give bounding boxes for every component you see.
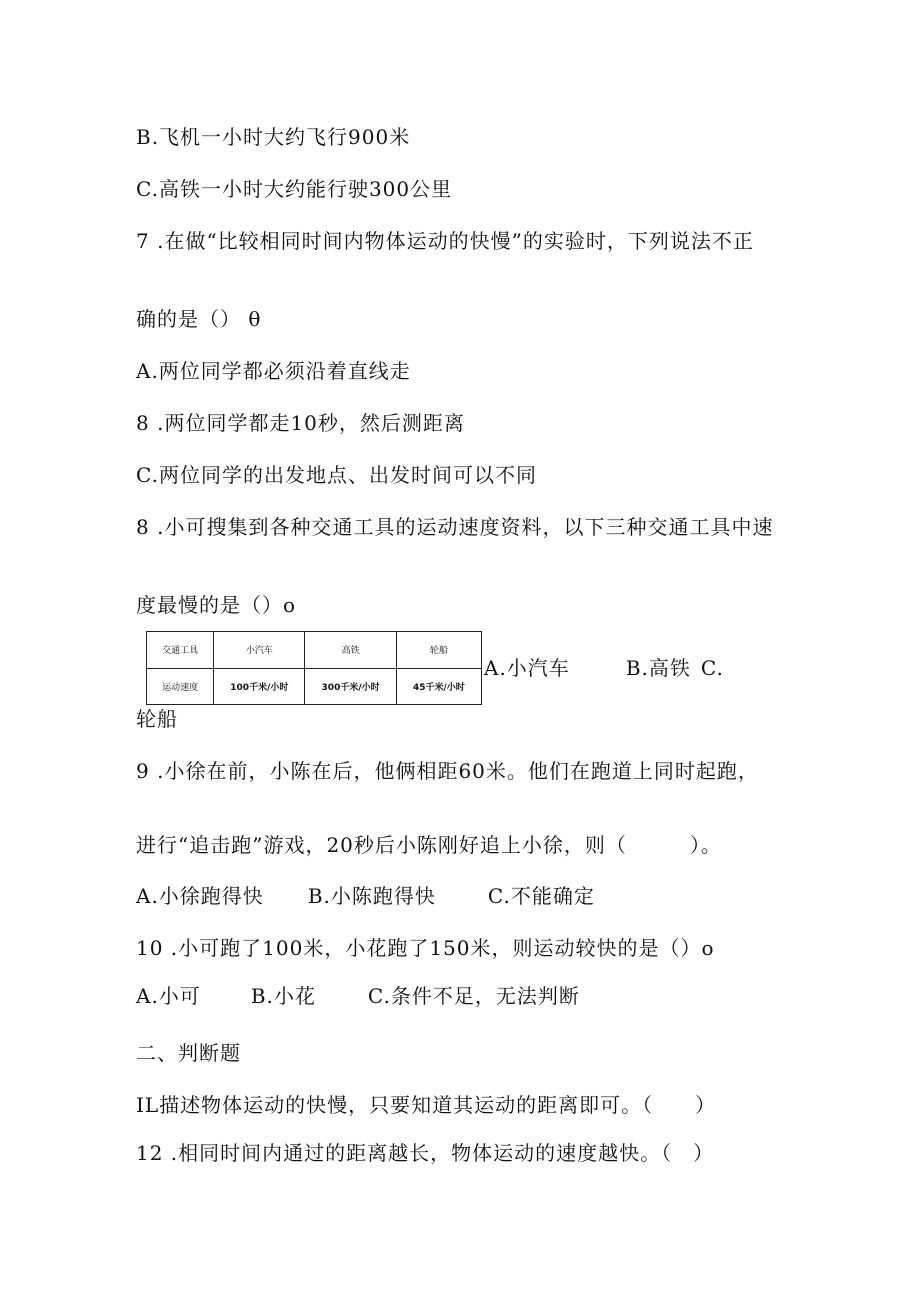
option-b-line: B.飞机一小时大约飞行900米 [136,125,411,149]
question-9-option-c: C.不能确定 [487,884,595,908]
table-cell: 轮船 [396,632,481,669]
question-10-line: 10 .小可跑了100米，小花跑了150米，则运动较快的是（）o [136,936,715,960]
question-10-options [136,983,580,1009]
table-header-row [147,632,482,669]
question-8-option-b: B.高铁 [625,656,691,680]
table-cell: 小汽车 [214,632,305,669]
option-c-line: C.高铁一小时大约能行驶300公里 [136,177,453,201]
question-9-option-a: A.小徐跑得快 [136,884,264,908]
question-7-option-c: C.两位同学的出发地点、出发时间可以不同 [136,463,537,487]
table-cell: 运动速度 [147,668,214,705]
table-cell: 交通工具 [147,632,214,669]
table-row [147,668,482,705]
table-cell: 300千米/小时 [305,668,396,705]
section-heading: 二、判断题 [136,1041,241,1065]
question-10-option-c: C.条件不足，无法判断 [367,984,580,1008]
question-7-line-2: 确的是（） θ [136,307,262,331]
question-7-option-b: 8 .两位同学都走10秒，然后测距离 [136,411,465,435]
question-9-option-b: B.小陈跑得快 [307,884,436,908]
table-cell: 高铁 [305,632,396,669]
table-cell: 45千米/小时 [396,668,481,705]
question-7-line-1: 7 .在做“比较相同时间内物体运动的快慢”的实验时，下列说法不正 [136,229,754,253]
question-9-line-1: 9 .小徐在前，小陈在后，他俩相距60米。他们在跑道上同时起跑， [136,759,759,783]
question-7-option-a: A.两位同学都必须沿着直线走 [136,359,411,383]
question-12-line: 12 .相同时间内通过的距离越长，物体运动的速度越快。（ ） [136,1141,715,1165]
question-10-option-a: A.小可 [136,984,201,1008]
transport-speed-table [146,631,482,705]
question-8-line-2: 度最慢的是（）o [136,593,297,617]
question-8-line-1: 8 .小可搜集到各种交通工具的运动速度资料，以下三种交通工具中速 [136,515,774,539]
question-9-options [136,883,595,909]
question-11-line: IL描述物体运动的快慢，只要知道其运动的距离即可。（ ） [136,1093,717,1117]
question-9-line-2: 进行“追击跑”游戏，20秒后小陈刚好追上小徐，则（ ）。 [136,833,722,857]
question-8-option-a: A.小汽车 [484,656,570,680]
table-cell: 100千米/小时 [214,668,305,705]
question-8-option-c: C. [700,656,724,680]
question-8-option-c-text: 轮船 [136,707,178,731]
question-8-options [484,655,724,681]
question-10-option-b: B.小花 [250,984,316,1008]
